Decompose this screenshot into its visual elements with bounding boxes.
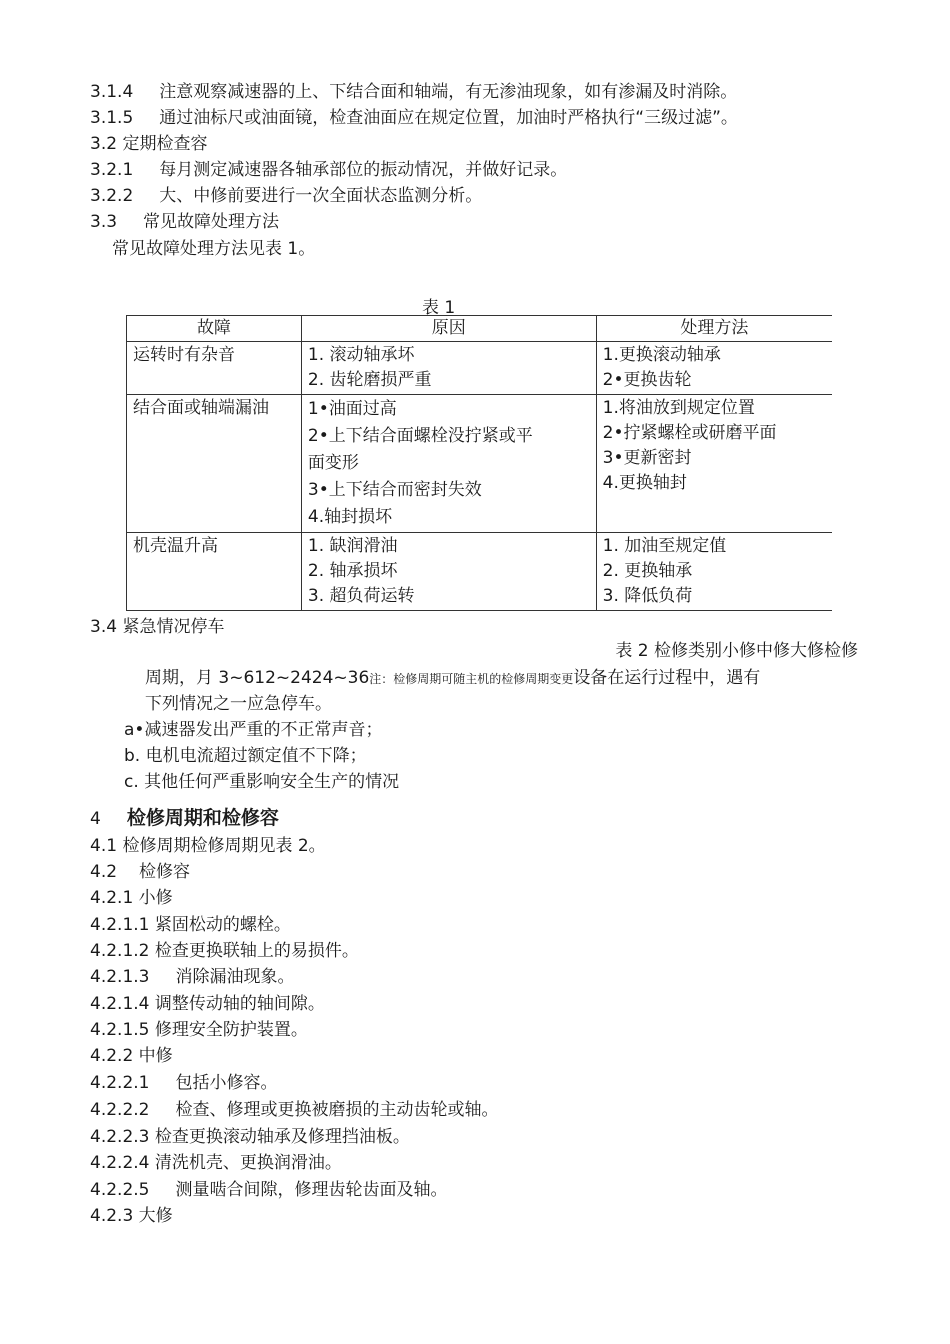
- clause-line: [90, 1072, 277, 1094]
- clause-line: 4.2.1 小修: [90, 888, 173, 908]
- intro-text: 常见故障处理方法见表 1。: [112, 239, 316, 259]
- table-header-cell: 故障: [127, 316, 302, 342]
- clause-number: 4.2.1.3: [90, 967, 150, 987]
- clause-line: 4.1 检修周期检修周期见表 2。: [90, 836, 326, 856]
- clause-text: 消除漏油现象。: [175, 967, 295, 987]
- fix-cell: [596, 395, 832, 533]
- clause-line: [90, 966, 294, 988]
- table-row: [127, 533, 833, 611]
- fix-item: 2•更换齿轮: [602, 370, 692, 390]
- cause-cell: [301, 342, 596, 395]
- period-text: 周期，月 3~612~2424~36: [145, 668, 370, 688]
- clause-text: 检查、修理或更换被磨损的主动齿轮或轴。: [175, 1100, 499, 1120]
- clause-3-1-4: [90, 81, 737, 103]
- clause-number: 4.2.2.1: [90, 1073, 150, 1093]
- cause-item: 4.轴封损坏: [307, 507, 393, 527]
- fault-cell: 运转时有杂音: [127, 342, 302, 395]
- cause-cell: [301, 395, 596, 533]
- fault-table: [126, 315, 832, 611]
- clause-number: 3.1.4: [90, 82, 134, 102]
- clause-number: 3.2.2: [90, 186, 134, 206]
- clause-number: 3.1.5: [90, 108, 134, 128]
- section-3-3: [90, 211, 279, 233]
- table-header-cell: 原因: [301, 316, 596, 342]
- fix-item: 3•更新密封: [602, 448, 692, 468]
- fix-cell: [596, 342, 832, 395]
- cause-item: 面变形: [307, 453, 359, 473]
- clause-text: 检修容: [139, 862, 191, 882]
- clause-line: 4.2.1.4 调整传动轴的轴间隙。: [90, 994, 325, 1014]
- clause-line: 4.2.2.3 检查更换滚动轴承及修理挡油板。: [90, 1127, 410, 1147]
- clause-text: 每月测定减速器各轴承部位的振动情况，并做好记录。: [159, 160, 568, 180]
- cause-item: 1. 滚动轴承坏: [307, 345, 415, 365]
- stop-item: b. 电机电流超过额定值不下降；: [124, 746, 367, 766]
- table-row: [127, 395, 833, 533]
- fix-item: 1.将油放到规定位置: [602, 398, 755, 418]
- section-3-4: 3.4 紧急情况停车: [90, 617, 225, 637]
- period-text-cont: 设备在运行过程中，遇有: [573, 668, 761, 688]
- clause-line: 4.2.1.2 检查更换联轴上的易损件。: [90, 941, 359, 961]
- clause-text: 大、中修前要进行一次全面状态监测分析。: [159, 186, 483, 206]
- heading-number: 4: [90, 809, 101, 829]
- clause-line: 4.2.3 大修: [90, 1206, 173, 1226]
- clause-text: 测量啮合间隙，修理齿轮齿面及轴。: [175, 1180, 448, 1200]
- clause-line: 4.2.1.1 紧固松动的螺栓。: [90, 915, 291, 935]
- section-title: 3.2 定期检查容: [90, 134, 208, 154]
- fix-item: 4.更换轴封: [602, 473, 687, 493]
- period-line: [145, 667, 760, 690]
- stop-item: a•减速器发出严重的不正常声音；: [124, 720, 383, 740]
- clause-text: 通过油标尺或油面镜，检查油面应在规定位置，加油时严格执行“三级过滤”。: [159, 108, 738, 128]
- period-note: 注：检修周期可随主机的检修周期变更: [369, 672, 574, 686]
- clause-line: [90, 861, 190, 883]
- cause-item: 3. 超负荷运转: [307, 586, 415, 606]
- clause-text: 注意观察减速器的上、下结合面和轴端，有无渗油现象，如有渗漏及时消除。: [159, 82, 738, 102]
- cause-item: 1. 缺润滑油: [307, 536, 398, 556]
- fix-item: 1.更换滚动轴承: [602, 345, 721, 365]
- cause-item: 3•上下结合而密封失效: [307, 480, 482, 500]
- cause-item: 2•上下结合面螺栓没拧紧或平: [307, 426, 533, 446]
- table-row: [127, 342, 833, 395]
- clause-number: 4.2: [90, 862, 118, 882]
- clause-number: 4.2.2.2: [90, 1100, 150, 1120]
- clause-number: 3.2.1: [90, 160, 134, 180]
- stop-item: c. 其他任何严重影响安全生产的情况: [124, 772, 400, 792]
- fault-cell: 结合面或轴端漏油: [127, 395, 302, 533]
- clause-number: 3.3: [90, 212, 118, 232]
- clause-line: [90, 1179, 447, 1201]
- table-1-caption: 表 1: [422, 298, 456, 318]
- clause-3-2-2: [90, 185, 482, 207]
- fix-item: 3. 降低负荷: [602, 586, 693, 606]
- clause-number: 4.2.2.5: [90, 1180, 150, 1200]
- cause-item: 1•油面过高: [307, 399, 397, 419]
- cause-item: 2. 轴承损坏: [307, 561, 398, 581]
- clause-text: 常见故障处理方法: [143, 212, 280, 232]
- clause-line: 4.2.2 中修: [90, 1046, 173, 1066]
- table-header-row: [127, 316, 833, 342]
- fault-cell: 机壳温升高: [127, 533, 302, 611]
- fix-item: 2. 更换轴承: [602, 561, 693, 581]
- cause-item: 2. 齿轮磨损严重: [307, 370, 432, 390]
- table-2-caption: 表 2 检修类别小修中修大修检修: [615, 641, 858, 661]
- fix-item: 2•拧紧螺栓或研磨平面: [602, 423, 777, 443]
- clause-line: [90, 1099, 498, 1121]
- table-header-cell: 处理方法: [596, 316, 832, 342]
- clause-text: 包括小修容。: [175, 1073, 278, 1093]
- clause-line: 4.2.1.5 修理安全防护装置。: [90, 1020, 308, 1040]
- fix-item: 1. 加油至规定值: [602, 536, 727, 556]
- heading-text: 检修周期和检修容: [126, 807, 279, 829]
- fix-cell: [596, 533, 832, 611]
- cause-cell: [301, 533, 596, 611]
- clause-3-1-5: [90, 107, 738, 129]
- clause-line: 4.2.2.4 清洗机壳、更换润滑油。: [90, 1153, 342, 1173]
- section-3-2: [90, 133, 207, 155]
- clause-3-2-1: [90, 159, 567, 181]
- period-line-c: 下列情况之一应急停车。: [145, 694, 332, 714]
- heading-4: [90, 807, 279, 830]
